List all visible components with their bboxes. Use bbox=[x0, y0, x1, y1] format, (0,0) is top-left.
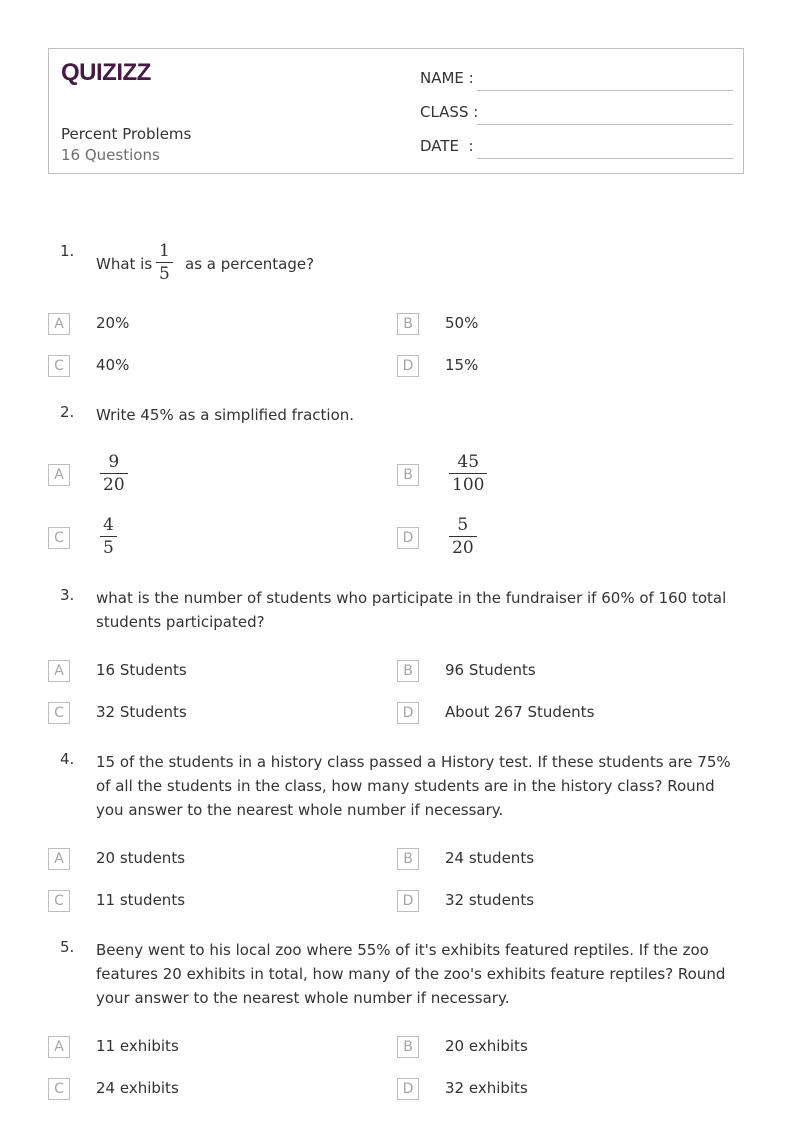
date-label: DATE : bbox=[420, 137, 474, 155]
fraction-numerator: 1 bbox=[159, 241, 170, 261]
option-letter: C bbox=[48, 890, 70, 912]
option-letter: C bbox=[48, 527, 70, 549]
class-field[interactable] bbox=[420, 103, 733, 125]
option-text: 20% bbox=[96, 314, 130, 332]
option-letter: C bbox=[48, 1078, 70, 1100]
question-fraction bbox=[156, 240, 173, 285]
question-text: Write 45% as a simplified fraction. bbox=[96, 406, 355, 424]
question-number: 2. bbox=[60, 403, 75, 421]
question-number: 3. bbox=[60, 586, 75, 604]
option-letter: A bbox=[48, 313, 70, 335]
name-label: NAME : bbox=[420, 69, 474, 87]
option-text: 40% bbox=[96, 356, 130, 374]
option-fraction: $\frac{9}{20}$ bbox=[100, 451, 128, 496]
option-letter: B bbox=[397, 1036, 419, 1058]
option-letter: A bbox=[48, 660, 70, 682]
question-text: Beeny went to his local zoo where 55% of it's exhibits featured reptiles. If the zoo features 20 exhibits in total, how many of the zoo's exhibits feature reptiles? Round your answer to the nearest whole number if necessary. bbox=[96, 941, 726, 1007]
option-text: 32 Students bbox=[96, 703, 187, 721]
question-text: what is the number of students who participate in the fundraiser if 60% of 160 total students participated? bbox=[96, 589, 727, 631]
fraction-denominator: 5 bbox=[156, 262, 173, 285]
option-letter: A bbox=[48, 1036, 70, 1058]
question-text: 15 of the students in a history class passed a History test. If these students are 75% of all the students in the class, how many students are in the history class? Round you answer to the nearest whole number if necessary. bbox=[96, 753, 731, 819]
date-field[interactable] bbox=[420, 137, 733, 159]
option-letter: B bbox=[397, 464, 419, 486]
option-letter: C bbox=[48, 702, 70, 724]
option-letter: D bbox=[397, 1078, 419, 1100]
option-fraction: $\frac{45}{100}$ bbox=[449, 451, 487, 496]
option-fraction: $\frac{5}{20}$ bbox=[449, 514, 477, 559]
option-letter: A bbox=[48, 848, 70, 870]
question-text-after: as a percentage? bbox=[185, 255, 315, 273]
option-text: 11 exhibits bbox=[96, 1037, 179, 1055]
question-count: 16 Questions bbox=[61, 146, 160, 164]
class-line[interactable] bbox=[477, 124, 733, 125]
option-text: 11 students bbox=[96, 891, 186, 909]
option-letter: D bbox=[397, 702, 419, 724]
name-field[interactable] bbox=[420, 69, 733, 91]
option-text: 32 exhibits bbox=[445, 1079, 528, 1097]
name-line[interactable] bbox=[477, 90, 733, 91]
quizizz-logo: QUIZIZZ bbox=[61, 59, 151, 86]
question-text: What is bbox=[96, 255, 153, 273]
question-number: 4. bbox=[60, 750, 75, 768]
option-text: 24 students bbox=[445, 849, 535, 867]
question-number: 1. bbox=[60, 242, 75, 260]
option-text: 20 exhibits bbox=[445, 1037, 528, 1055]
option-fraction: $\frac{4}{5}$ bbox=[100, 514, 117, 559]
date-line[interactable] bbox=[477, 158, 733, 159]
option-letter: B bbox=[397, 660, 419, 682]
option-text: 96 Students bbox=[445, 661, 536, 679]
option-text: 20 students bbox=[96, 849, 186, 867]
option-letter: C bbox=[48, 355, 70, 377]
option-letter: D bbox=[397, 527, 419, 549]
class-label: CLASS : bbox=[420, 103, 479, 121]
option-letter: D bbox=[397, 890, 419, 912]
option-text: 32 students bbox=[445, 891, 535, 909]
option-text: 50% bbox=[445, 314, 479, 332]
option-text: 24 exhibits bbox=[96, 1079, 179, 1097]
worksheet-header bbox=[48, 48, 744, 174]
option-letter: B bbox=[397, 848, 419, 870]
option-text: About 267 Students bbox=[445, 703, 595, 721]
option-letter: A bbox=[48, 464, 70, 486]
option-letter: D bbox=[397, 355, 419, 377]
option-letter: B bbox=[397, 313, 419, 335]
option-text: 16 Students bbox=[96, 661, 187, 679]
question-number: 5. bbox=[60, 938, 75, 956]
worksheet-title: Percent Problems bbox=[61, 125, 192, 143]
option-text: 15% bbox=[445, 356, 479, 374]
